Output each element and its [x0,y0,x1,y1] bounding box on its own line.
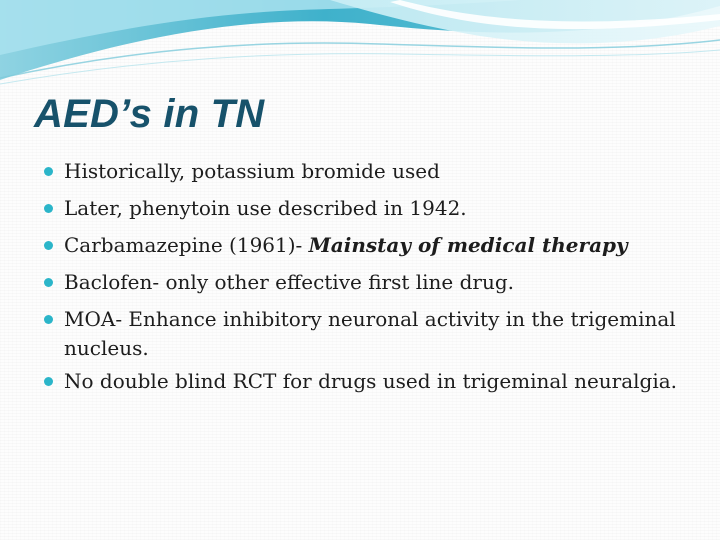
bullet-item [44,268,704,297]
bullet-item [44,231,704,260]
bullet-dot-icon [44,167,53,176]
bullet-dot-icon [44,204,53,213]
slide-title: AED’s in TN [34,92,265,136]
bullet-dot-icon [44,377,53,386]
decorative-wave-banner [0,0,720,100]
bullet-text: Historically, potassium bromide used [64,159,440,183]
bullet-dot-icon [44,241,53,250]
bullet-item [44,157,704,186]
bullet-item [44,367,704,396]
bullet-emphasis: Mainstay of medical therapy [308,233,628,257]
bullet-text: Later, phenytoin use described in 1942. [64,196,467,220]
bullet-text: MOA- Enhance inhibitory neuronal activity in the trigeminal nucleus. [64,307,676,360]
bullet-dot-icon [44,278,53,287]
bullet-item [44,194,704,223]
bullet-text: No double blind RCT for drugs used in trigeminal neuralgia. [64,369,678,393]
bullet-text: Baclofen- only other effective first line drug. [64,270,515,294]
bullet-item [44,305,704,363]
bullet-list [44,157,704,404]
bullet-text: Carbamazepine (1961)- [64,233,309,257]
bullet-dot-icon [44,315,53,324]
